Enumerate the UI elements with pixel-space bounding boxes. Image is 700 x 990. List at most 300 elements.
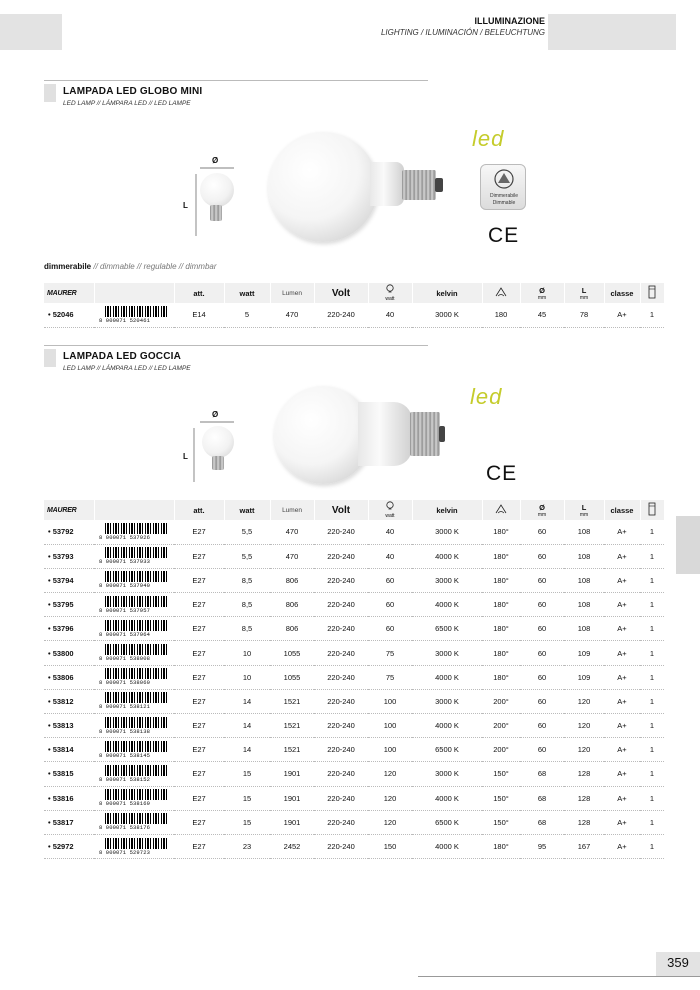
barcode-bars xyxy=(105,571,167,582)
small-bulb-socket xyxy=(212,456,224,470)
att-cell: E14 xyxy=(174,303,224,327)
watt-cell: 8,5 xyxy=(224,593,270,617)
dimmable-icon xyxy=(481,167,527,191)
section-marker xyxy=(44,349,56,367)
classe-cell: A+ xyxy=(604,738,640,762)
volt-cell: 220-240 xyxy=(314,834,368,858)
section-marker xyxy=(44,84,56,102)
watt-equivalent-cell: 40 xyxy=(368,544,412,568)
ce-mark: CE xyxy=(488,224,520,247)
watt-equivalent-cell: 60 xyxy=(368,593,412,617)
classe-cell: A+ xyxy=(604,520,640,544)
diameter-symbol: Ø xyxy=(212,156,219,165)
watt-cell: 10 xyxy=(224,665,270,689)
volt-cell: 220-240 xyxy=(314,738,368,762)
ean-number: 8 000071 538169 xyxy=(99,800,151,808)
length-cell: 108 xyxy=(564,568,604,592)
product-code: • 53815 xyxy=(44,762,94,786)
table-row xyxy=(44,544,664,568)
watt-equivalent-cell: 60 xyxy=(368,568,412,592)
dimmable-badge-label-en: Dimmable xyxy=(492,200,516,206)
product-code: • 52046 xyxy=(44,303,94,327)
angle-cell: 200° xyxy=(482,738,520,762)
kelvin-header: kelvin xyxy=(412,283,482,303)
pack-cell: 1 xyxy=(640,617,664,641)
table-row xyxy=(44,834,664,858)
angle-header xyxy=(482,283,520,303)
watt-equivalent-cell: 75 xyxy=(368,665,412,689)
classe-cell: A+ xyxy=(604,834,640,858)
volt-cell: 220-240 xyxy=(314,714,368,738)
ean-number: 8 000071 538060 xyxy=(99,679,151,687)
table-row xyxy=(44,762,664,786)
table-row xyxy=(44,810,664,834)
volt-header: Volt xyxy=(314,283,368,303)
att-cell: E27 xyxy=(174,641,224,665)
kelvin-cell: 4000 K xyxy=(412,714,482,738)
diameter-cell: 60 xyxy=(520,568,564,592)
beam-angle-icon xyxy=(494,286,508,298)
barcode-cell xyxy=(94,834,174,858)
product-image-goccia xyxy=(170,382,540,492)
barcode xyxy=(99,764,169,784)
diameter-cell: 60 xyxy=(520,689,564,713)
pack-cell: 1 xyxy=(640,810,664,834)
classe-cell: A+ xyxy=(604,689,640,713)
classe-cell: A+ xyxy=(604,568,640,592)
length-cell: 78 xyxy=(564,303,604,327)
kelvin-cell: 6500 K xyxy=(412,810,482,834)
footer-line xyxy=(418,976,700,977)
dimmable-translations: // dimmable // regulable // dimmbar xyxy=(91,262,217,271)
dimmable-note xyxy=(44,262,217,271)
length-cell: 108 xyxy=(564,593,604,617)
barcode-bars xyxy=(105,813,167,824)
watt-header: watt xyxy=(224,283,270,303)
diameter-cell: 68 xyxy=(520,810,564,834)
barcode-bars xyxy=(105,547,167,558)
kelvin-cell: 3000 K xyxy=(412,520,482,544)
angle-cell: 200° xyxy=(482,714,520,738)
angle-cell: 180° xyxy=(482,834,520,858)
package-icon xyxy=(648,502,656,516)
dimmable-badge-label: Dimmerabile xyxy=(489,193,519,199)
volt-header: Volt xyxy=(314,500,368,520)
table-row xyxy=(44,665,664,689)
barcode-bars xyxy=(105,306,167,317)
product-code: • 53817 xyxy=(44,810,94,834)
length-cell: 128 xyxy=(564,810,604,834)
diameter-cell: 60 xyxy=(520,714,564,738)
barcode xyxy=(99,643,169,663)
volt-cell: 220-240 xyxy=(314,689,368,713)
att-cell: E27 xyxy=(174,568,224,592)
length-cell: 120 xyxy=(564,689,604,713)
ean-number: 8 000071 537964 xyxy=(99,630,151,638)
length-symbol: L xyxy=(183,201,188,210)
kelvin-cell: 6500 K xyxy=(412,738,482,762)
barcode-bars xyxy=(105,692,167,703)
barcode-cell xyxy=(94,762,174,786)
att-cell: E27 xyxy=(174,714,224,738)
product-code: • 53793 xyxy=(44,544,94,568)
barcode-cell xyxy=(94,544,174,568)
watt-equivalent-cell: 120 xyxy=(368,786,412,810)
length-cell: 109 xyxy=(564,641,604,665)
lumen-cell: 1521 xyxy=(270,714,314,738)
lumen-cell: 1901 xyxy=(270,786,314,810)
barcode-cell xyxy=(94,593,174,617)
pack-cell: 1 xyxy=(640,714,664,738)
watt-cell: 23 xyxy=(224,834,270,858)
classe-cell: A+ xyxy=(604,714,640,738)
header-right-block xyxy=(548,14,676,50)
lumen-cell: 1521 xyxy=(270,689,314,713)
section-subtitle: LED LAMP // LÁMPARA LED // LED LAMPE xyxy=(63,365,191,372)
diameter-cell: 60 xyxy=(520,544,564,568)
diameter-symbol: Ø xyxy=(212,410,219,419)
classe-header: classe xyxy=(604,500,640,520)
large-bulb-image xyxy=(268,132,378,242)
barcode-bars xyxy=(105,789,167,800)
lumen-cell: 2452 xyxy=(270,834,314,858)
kelvin-cell: 4000 K xyxy=(412,834,482,858)
watt-equivalent-cell: 100 xyxy=(368,689,412,713)
volt-cell: 220-240 xyxy=(314,641,368,665)
watt-equivalent-header xyxy=(368,500,412,520)
page-category-title: ILLUMINAZIONE xyxy=(474,16,545,26)
ean-number: 8 000071 520461 xyxy=(99,316,151,324)
table-row xyxy=(44,714,664,738)
bulb-neck xyxy=(370,162,404,206)
small-bulb-image xyxy=(200,173,234,207)
spec-table-goccia xyxy=(44,500,665,859)
watt-equivalent-header xyxy=(368,283,412,303)
ean-number: 8 000071 538138 xyxy=(99,727,151,735)
watt-equivalent-cell: 100 xyxy=(368,738,412,762)
barcode-header xyxy=(94,500,174,520)
barcode xyxy=(99,788,169,808)
diameter-cell: 60 xyxy=(520,665,564,689)
att-cell: E27 xyxy=(174,617,224,641)
length-header-symbol: L xyxy=(581,502,587,512)
pack-cell: 1 xyxy=(640,593,664,617)
att-cell: E27 xyxy=(174,738,224,762)
diameter-cell: 68 xyxy=(520,762,564,786)
pack-cell: 1 xyxy=(640,520,664,544)
volt-cell: 220-240 xyxy=(314,568,368,592)
pack-cell: 1 xyxy=(640,568,664,592)
length-cell: 128 xyxy=(564,786,604,810)
volt-cell: 220-240 xyxy=(314,810,368,834)
pack-cell: 1 xyxy=(640,544,664,568)
att-cell: E27 xyxy=(174,689,224,713)
length-cell: 120 xyxy=(564,714,604,738)
angle-cell: 180° xyxy=(482,665,520,689)
kelvin-cell: 3000 K xyxy=(412,303,482,327)
ean-number: 8 000071 538121 xyxy=(99,703,151,711)
table-body xyxy=(44,520,664,859)
barcode-cell xyxy=(94,810,174,834)
brand-header: MAURER xyxy=(44,500,94,520)
volt-cell: 220-240 xyxy=(314,520,368,544)
diameter-cell: 95 xyxy=(520,834,564,858)
barcode-bars xyxy=(105,644,167,655)
classe-cell: A+ xyxy=(604,786,640,810)
spec-table-globo-mini xyxy=(44,283,665,328)
ean-number: 8 000071 537926 xyxy=(99,533,151,541)
barcode xyxy=(99,570,169,590)
barcode xyxy=(99,691,169,711)
barcode-cell xyxy=(94,714,174,738)
length-cell: 108 xyxy=(564,520,604,544)
table-header-row xyxy=(44,283,664,303)
ean-number: 8 000071 537933 xyxy=(99,558,151,566)
table-row xyxy=(44,617,664,641)
product-code: • 53794 xyxy=(44,568,94,592)
length-header xyxy=(564,283,604,303)
lumen-header: Lumen xyxy=(270,283,314,303)
watt-cell: 5 xyxy=(224,303,270,327)
product-code: • 53792 xyxy=(44,520,94,544)
att-header: att. xyxy=(174,500,224,520)
angle-cell: 180° xyxy=(482,641,520,665)
lumen-cell: 806 xyxy=(270,568,314,592)
watt-cell: 8,5 xyxy=(224,617,270,641)
att-cell: E27 xyxy=(174,544,224,568)
table-row xyxy=(44,786,664,810)
dimmable-label: dimmerabile xyxy=(44,262,92,271)
product-code: • 52972 xyxy=(44,834,94,858)
ean-number: 8 000071 537940 xyxy=(99,582,151,590)
volt-cell: 220-240 xyxy=(314,544,368,568)
ean-number: 8 000071 537957 xyxy=(99,606,151,614)
lumen-cell: 1055 xyxy=(270,641,314,665)
watt-equivalent-cell: 120 xyxy=(368,810,412,834)
watt-cell: 15 xyxy=(224,762,270,786)
page-category-subtitle: LIGHTING / ILUMINACIÓN / BELEUCHTUNG xyxy=(380,28,545,37)
watt-cell: 14 xyxy=(224,738,270,762)
section-title: LAMPADA LED GOCCIA xyxy=(63,351,182,362)
diameter-cell: 45 xyxy=(520,303,564,327)
barcode xyxy=(99,522,169,542)
att-cell: E27 xyxy=(174,520,224,544)
led-logo: led xyxy=(470,384,503,409)
barcode-cell xyxy=(94,520,174,544)
barcode-cell xyxy=(94,568,174,592)
lumen-cell: 806 xyxy=(270,617,314,641)
pack-cell: 1 xyxy=(640,303,664,327)
barcode-bars xyxy=(105,523,167,534)
kelvin-cell: 3000 K xyxy=(412,641,482,665)
watt-cell: 5,5 xyxy=(224,520,270,544)
barcode-cell xyxy=(94,303,174,327)
diameter-cell: 60 xyxy=(520,617,564,641)
barcode-bars xyxy=(105,717,167,728)
length-header-unit: mm xyxy=(579,511,589,518)
volt-cell: 220-240 xyxy=(314,617,368,641)
table-row xyxy=(44,593,664,617)
barcode-cell xyxy=(94,665,174,689)
kelvin-cell: 4000 K xyxy=(412,665,482,689)
lumen-cell: 470 xyxy=(270,520,314,544)
length-header xyxy=(564,500,604,520)
length-cell: 128 xyxy=(564,762,604,786)
pack-header xyxy=(640,283,664,303)
barcode-cell xyxy=(94,617,174,641)
e14-socket xyxy=(402,170,436,200)
pack-cell: 1 xyxy=(640,689,664,713)
angle-cell: 180° xyxy=(482,617,520,641)
classe-cell: A+ xyxy=(604,303,640,327)
length-header-symbol: L xyxy=(581,285,587,295)
pack-cell: 1 xyxy=(640,738,664,762)
watt-cell: 15 xyxy=(224,786,270,810)
watt-cell: 14 xyxy=(224,689,270,713)
pack-cell: 1 xyxy=(640,762,664,786)
product-code: • 53800 xyxy=(44,641,94,665)
watt-header: watt xyxy=(224,500,270,520)
classe-cell: A+ xyxy=(604,544,640,568)
watt-cell: 8,5 xyxy=(224,568,270,592)
section-subtitle: LED LAMP // LÁMPARA LED // LED LAMPE xyxy=(63,100,191,107)
att-cell: E27 xyxy=(174,593,224,617)
ean-number: 8 000071 538145 xyxy=(99,751,151,759)
kelvin-header: kelvin xyxy=(412,500,482,520)
angle-cell: 150° xyxy=(482,762,520,786)
volt-cell: 220-240 xyxy=(314,303,368,327)
att-header: att. xyxy=(174,283,224,303)
bulb-neck xyxy=(358,402,412,466)
ean-number: 8 000071 538176 xyxy=(99,824,151,832)
barcode-cell xyxy=(94,689,174,713)
table-row xyxy=(44,641,664,665)
brand-header: MAURER xyxy=(44,283,94,303)
att-cell: E27 xyxy=(174,762,224,786)
volt-cell: 220-240 xyxy=(314,786,368,810)
diameter-header xyxy=(520,500,564,520)
section-title: LAMPADA LED GLOBO MINI xyxy=(63,86,203,97)
diameter-header-unit: mm xyxy=(537,511,547,518)
led-logo: led xyxy=(472,126,505,151)
angle-cell: 200° xyxy=(482,689,520,713)
classe-header: classe xyxy=(604,283,640,303)
table-row xyxy=(44,520,664,544)
barcode xyxy=(99,595,169,615)
package-icon xyxy=(648,285,656,299)
pack-cell: 1 xyxy=(640,786,664,810)
angle-header xyxy=(482,500,520,520)
angle-cell: 180 xyxy=(482,303,520,327)
classe-cell: A+ xyxy=(604,810,640,834)
small-bulb-image xyxy=(202,426,234,458)
barcode-cell xyxy=(94,641,174,665)
diameter-header-symbol: Ø xyxy=(539,285,545,295)
dimmable-badge xyxy=(480,164,526,210)
ce-mark: CE xyxy=(486,462,518,485)
barcode-bars xyxy=(105,620,167,631)
kelvin-cell: 4000 K xyxy=(412,786,482,810)
att-cell: E27 xyxy=(174,834,224,858)
table-header-row xyxy=(44,500,664,520)
ean-number: 8 000071 538008 xyxy=(99,655,151,663)
diameter-cell: 60 xyxy=(520,593,564,617)
att-cell: E27 xyxy=(174,786,224,810)
lumen-cell: 470 xyxy=(270,544,314,568)
kelvin-cell: 3000 K xyxy=(412,689,482,713)
kelvin-cell: 4000 K xyxy=(412,544,482,568)
barcode xyxy=(99,812,169,832)
barcode-cell xyxy=(94,738,174,762)
header-left-block xyxy=(0,14,62,50)
kelvin-cell: 6500 K xyxy=(412,617,482,641)
barcode xyxy=(99,546,169,566)
small-bulb-socket xyxy=(210,205,222,221)
product-image-globo-mini xyxy=(170,118,540,258)
table-row xyxy=(44,738,664,762)
barcode-bars xyxy=(105,838,167,849)
diameter-cell: 60 xyxy=(520,738,564,762)
product-code: • 53813 xyxy=(44,714,94,738)
length-header-unit: mm xyxy=(579,294,589,301)
angle-cell: 180° xyxy=(482,544,520,568)
barcode xyxy=(99,305,169,325)
kelvin-cell: 3000 K xyxy=(412,568,482,592)
table-row xyxy=(44,568,664,592)
watt-equivalent-cell: 75 xyxy=(368,641,412,665)
pack-cell: 1 xyxy=(640,641,664,665)
classe-cell: A+ xyxy=(604,665,640,689)
watt-equivalent-label: watt xyxy=(385,296,395,302)
watt-cell: 10 xyxy=(224,641,270,665)
barcode-header xyxy=(94,283,174,303)
lumen-cell: 1901 xyxy=(270,810,314,834)
barcode xyxy=(99,740,169,760)
product-code: • 53796 xyxy=(44,617,94,641)
classe-cell: A+ xyxy=(604,593,640,617)
classe-cell: A+ xyxy=(604,617,640,641)
angle-cell: 180° xyxy=(482,593,520,617)
att-cell: E27 xyxy=(174,810,224,834)
side-index-tab xyxy=(676,516,700,574)
barcode xyxy=(99,837,169,857)
watt-equivalent-cell: 120 xyxy=(368,762,412,786)
product-code: • 53812 xyxy=(44,689,94,713)
length-cell: 108 xyxy=(564,544,604,568)
watt-equivalent-cell: 100 xyxy=(368,714,412,738)
barcode xyxy=(99,667,169,687)
watt-equivalent-label: watt xyxy=(385,513,395,519)
pack-cell: 1 xyxy=(640,665,664,689)
kelvin-cell: 3000 K xyxy=(412,762,482,786)
classe-cell: A+ xyxy=(604,641,640,665)
barcode xyxy=(99,619,169,639)
angle-cell: 180° xyxy=(482,568,520,592)
angle-cell: 150° xyxy=(482,810,520,834)
socket-tip xyxy=(439,426,445,442)
product-code: • 53816 xyxy=(44,786,94,810)
watt-equivalent-cell: 40 xyxy=(368,520,412,544)
barcode-bars xyxy=(105,596,167,607)
table-row xyxy=(44,689,664,713)
classe-cell: A+ xyxy=(604,762,640,786)
diameter-cell: 68 xyxy=(520,786,564,810)
product-code: • 53814 xyxy=(44,738,94,762)
kelvin-cell: 4000 K xyxy=(412,593,482,617)
product-code: • 53795 xyxy=(44,593,94,617)
barcode-cell xyxy=(94,786,174,810)
length-cell: 108 xyxy=(564,617,604,641)
